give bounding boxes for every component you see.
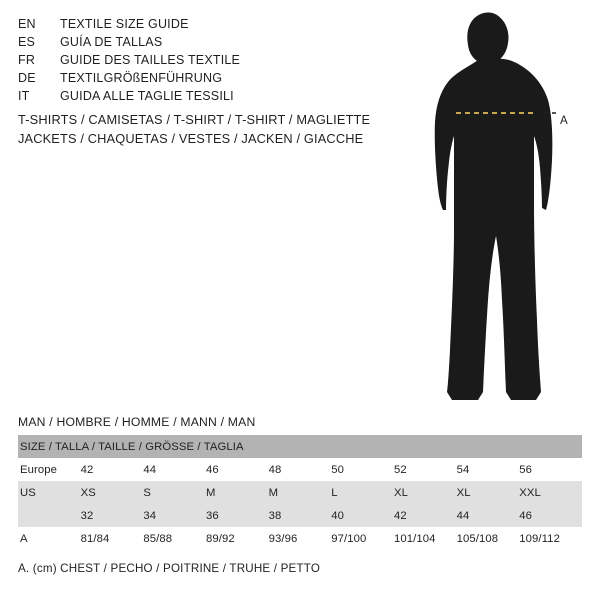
- cell-europe-4: 50: [331, 458, 394, 481]
- cell-us-5: XL: [394, 481, 457, 504]
- cell-a-1: 85/88: [143, 527, 206, 550]
- cell-a-2: 89/92: [206, 527, 269, 550]
- cell-europe-1: 44: [143, 458, 206, 481]
- table-footnote: A. (cm) CHEST / PECHO / POITRINE / TRUHE / PETTO: [18, 562, 321, 575]
- table-row: [18, 527, 582, 550]
- man-silhouette-figure: [400, 10, 590, 410]
- language-code-es: ES: [18, 35, 36, 49]
- row-label-a: A: [18, 527, 81, 550]
- cell-a-3: 93/96: [269, 527, 332, 550]
- cell-europe-3: 48: [269, 458, 332, 481]
- cell-us-7: XXL: [519, 481, 582, 504]
- category-block: [18, 110, 378, 148]
- cell-europe-0: 42: [81, 458, 144, 481]
- row-label-europe: Europe: [18, 458, 81, 481]
- cell-numeric-1: 34: [143, 504, 206, 527]
- cell-us-0: XS: [81, 481, 144, 504]
- language-code-it: IT: [18, 89, 30, 103]
- language-code-fr: FR: [18, 53, 36, 67]
- language-row-es: [18, 33, 348, 51]
- cell-a-5: 101/104: [394, 527, 457, 550]
- cell-europe-6: 54: [457, 458, 520, 481]
- language-text-en: TEXTILE SIZE GUIDE: [60, 17, 189, 31]
- category-jackets: JACKETS / CHAQUETAS / VESTES / JACKEN / GIACCHE: [18, 131, 364, 146]
- table-section-title: MAN / HOMBRE / HOMME / MANN / MAN: [18, 415, 256, 429]
- table-header-label: SIZE / TALLA / TAILLE / GRÖSSE / TAGLIA: [18, 435, 582, 458]
- cell-europe-7: 56: [519, 458, 582, 481]
- cell-us-1: S: [143, 481, 206, 504]
- cell-numeric-6: 44: [457, 504, 520, 527]
- cell-europe-5: 52: [394, 458, 457, 481]
- cell-us-3: M: [269, 481, 332, 504]
- cell-numeric-0: 32: [81, 504, 144, 527]
- language-text-de: TEXTILGRÖßENFÜHRUNG: [60, 71, 223, 85]
- measure-label-a: A: [560, 115, 569, 127]
- row-label-us: US: [18, 481, 81, 504]
- category-tshirts: T-SHIRTS / CAMISETAS / T-SHIRT / T-SHIRT / MAGLIETTE: [18, 112, 371, 127]
- cell-us-4: L: [331, 481, 394, 504]
- language-row-de: [18, 69, 348, 87]
- silhouette-svg: [400, 10, 590, 410]
- table-row: [18, 504, 582, 527]
- size-table: [18, 435, 582, 550]
- table-row: [18, 458, 582, 481]
- language-text-it: GUIDA ALLE TAGLIE TESSILI: [60, 89, 234, 103]
- language-code-de: DE: [18, 71, 36, 85]
- cell-us-2: M: [206, 481, 269, 504]
- size-table-area: [18, 415, 582, 575]
- language-row-en: [18, 15, 348, 33]
- language-code-en: EN: [18, 17, 36, 31]
- language-row-fr: [18, 51, 348, 69]
- cell-a-6: 105/108: [457, 527, 520, 550]
- language-text-es: GUÍA DE TALLAS: [60, 35, 163, 49]
- cell-numeric-4: 40: [331, 504, 394, 527]
- cell-a-4: 97/100: [331, 527, 394, 550]
- cell-numeric-3: 38: [269, 504, 332, 527]
- cell-a-7: 109/112: [519, 527, 582, 550]
- cell-europe-2: 46: [206, 458, 269, 481]
- language-row-it: [18, 87, 348, 105]
- table-header-row: [18, 435, 582, 458]
- cell-a-0: 81/84: [81, 527, 144, 550]
- table-row: [18, 481, 582, 504]
- language-text-fr: GUIDE DES TAILLES TEXTILE: [60, 53, 241, 67]
- cell-numeric-2: 36: [206, 504, 269, 527]
- cell-numeric-7: 46: [519, 504, 582, 527]
- cell-numeric-5: 42: [394, 504, 457, 527]
- row-label-numeric: [18, 504, 81, 527]
- language-header-block: [18, 15, 348, 105]
- cell-us-6: XL: [457, 481, 520, 504]
